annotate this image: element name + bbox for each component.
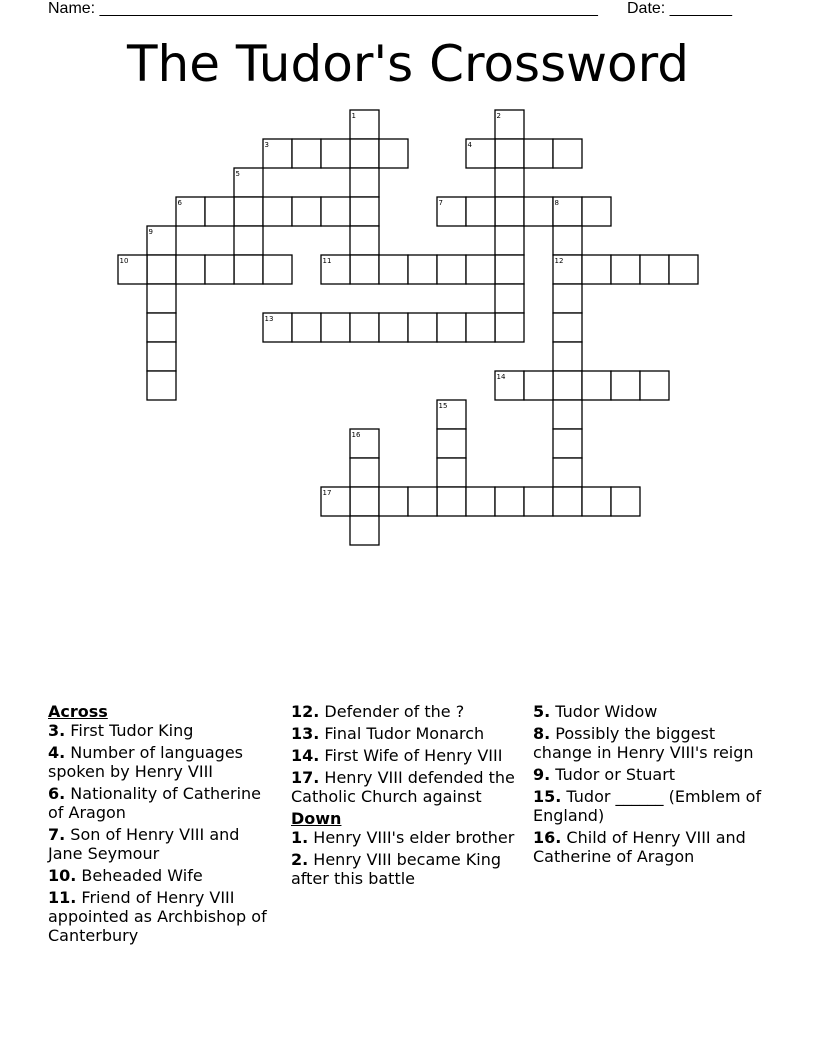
clue-text: Final Tudor Monarch [319,724,485,743]
grid-cell[interactable] [437,313,466,342]
grid-cell[interactable] [408,313,437,342]
clue-number: 16. [533,828,562,847]
grid-cell[interactable] [466,197,495,226]
grid-cell[interactable] [234,255,263,284]
clue-across-12 [291,702,521,721]
cell-number: 4 [467,141,472,149]
clue-text: First Wife of Henry VIII [319,746,503,765]
cell-number: 1 [351,112,356,120]
clue-text: Beheaded Wife [76,866,203,885]
grid-cell[interactable] [350,458,379,487]
cell-number: 13 [264,315,274,323]
clue-number: 13. [291,724,320,743]
cell-number: 15 [438,402,448,410]
clue-text: Child of Henry VIII and Catherine of Aragon [533,828,746,866]
clue-number: 4. [48,743,66,762]
grid-cell[interactable] [553,284,582,313]
grid-cell[interactable] [176,255,205,284]
grid-cell[interactable] [553,458,582,487]
grid-cell[interactable] [495,168,524,197]
clues-column-2 [291,702,521,891]
grid-cell[interactable] [466,487,495,516]
grid-cell[interactable] [640,371,669,400]
cell-number: 11 [322,257,332,265]
grid-cell[interactable] [147,284,176,313]
grid-cell[interactable] [147,371,176,400]
grid-cell[interactable] [553,313,582,342]
clue-text: Defender of the ? [319,702,465,721]
clue-number: 8. [533,724,551,743]
clue-text: Henry VIII defended the Catholic Church against [291,768,515,806]
clue-across-3 [48,721,278,740]
clue-across-17 [291,768,521,806]
clue-down-8 [533,724,773,762]
grid-cell[interactable] [147,255,176,284]
grid-cell[interactable] [611,371,640,400]
clue-number: 11. [48,888,77,907]
grid-cell[interactable] [437,255,466,284]
clue-down-15 [533,787,773,825]
grid-cell[interactable] [495,255,524,284]
grid-cell[interactable] [350,313,379,342]
grid-cell[interactable] [611,255,640,284]
grid-cell[interactable] [350,226,379,255]
grid-cell[interactable] [408,487,437,516]
grid-cell[interactable] [205,197,234,226]
clue-text: Number of languages spoken by Henry VIII [48,743,243,781]
grid-cell[interactable] [379,139,408,168]
clue-down-5 [533,702,773,721]
clue-text: Tudor or Stuart [550,765,676,784]
grid-cell[interactable] [582,371,611,400]
date-field-label: Date: _______ [627,0,732,17]
grid-cell[interactable] [234,226,263,255]
clue-down-2 [291,850,521,888]
grid-cell[interactable] [524,139,553,168]
cell-number: 16 [351,431,361,439]
grid-cell[interactable] [524,487,553,516]
clue-number: 5. [533,702,551,721]
grid-cell[interactable] [350,197,379,226]
clue-text: Tudor ______ (Emblem of England) [533,787,762,825]
grid-cell[interactable] [263,255,292,284]
grid-cell[interactable] [350,255,379,284]
cell-number: 12 [554,257,564,265]
grid-cell[interactable] [437,429,466,458]
clue-down-16 [533,828,773,866]
cell-number: 17 [322,489,332,497]
grid-cell[interactable] [466,255,495,284]
clue-number: 6. [48,784,66,803]
clue-text: Nationality of Catherine of Aragon [48,784,261,822]
grid-cell[interactable] [321,197,350,226]
grid-cell[interactable] [524,197,553,226]
cell-number: 6 [177,199,182,207]
clue-across-10 [48,866,278,885]
grid-cell[interactable] [292,197,321,226]
grid-cell[interactable] [437,487,466,516]
grid-cell[interactable] [553,342,582,371]
cell-number: 5 [235,170,240,178]
grid-cell[interactable] [553,226,582,255]
across-heading: Across [48,702,108,721]
cell-number: 10 [119,257,129,265]
clue-text: Tudor Widow [550,702,658,721]
grid-cell[interactable] [669,255,698,284]
grid-cell[interactable] [263,197,292,226]
clue-number: 17. [291,768,320,787]
cell-number: 14 [496,373,506,381]
grid-cell[interactable] [553,400,582,429]
grid-cell[interactable] [495,487,524,516]
grid-cell[interactable] [292,313,321,342]
grid-cell[interactable] [553,429,582,458]
clue-number: 15. [533,787,562,806]
page-title: The Tudor's Crossword [126,35,690,93]
grid-cell[interactable] [147,342,176,371]
cell-number: 8 [554,199,559,207]
grid-cell[interactable] [553,487,582,516]
grid-cell[interactable] [205,255,234,284]
grid-cell[interactable] [495,226,524,255]
clue-number: 2. [291,850,309,869]
grid-cell[interactable] [379,313,408,342]
grid-cell[interactable] [582,255,611,284]
grid-cell[interactable] [350,487,379,516]
grid-cell[interactable] [350,139,379,168]
cell-number: 3 [264,141,269,149]
clue-number: 12. [291,702,320,721]
grid-cell[interactable] [437,458,466,487]
clue-text: Henry VIII's elder brother [308,828,515,847]
clue-across-13 [291,724,521,743]
grid-cell[interactable] [234,197,263,226]
grid-cell[interactable] [524,371,553,400]
clue-text: Friend of Henry VIII appointed as Archbishop of Canterbury [48,888,267,945]
grid-cell[interactable] [350,168,379,197]
grid-cell[interactable] [350,516,379,545]
grid-cell[interactable] [495,197,524,226]
grid-cell[interactable] [495,313,524,342]
grid-cell[interactable] [611,487,640,516]
clue-across-6 [48,784,278,822]
clue-down-9 [533,765,773,784]
clue-number: 7. [48,825,66,844]
clue-number: 9. [533,765,551,784]
cell-number: 2 [496,112,501,120]
clue-across-4 [48,743,278,781]
clue-number: 3. [48,721,66,740]
clue-number: 1. [291,828,309,847]
cell-number: 7 [438,199,443,207]
clues-column-3 [533,702,773,869]
clue-text: Henry VIII became King after this battle [291,850,501,888]
grid-cell[interactable] [495,139,524,168]
clue-text: Son of Henry VIII and Jane Seymour [48,825,240,863]
grid-cell[interactable] [495,284,524,313]
clue-text: First Tudor King [65,721,194,740]
grid-cell[interactable] [640,255,669,284]
clue-text: Possibly the biggest change in Henry VIII's reign [533,724,754,762]
grid-cell[interactable] [553,371,582,400]
clue-across-11 [48,888,278,945]
name-field-label: Name: ________________________________________________________ [48,0,598,17]
grid-cell[interactable] [321,139,350,168]
grid-cell[interactable] [321,313,350,342]
grid-cell[interactable] [379,487,408,516]
clue-across-7 [48,825,278,863]
grid-cell[interactable] [466,313,495,342]
clues-column-1 [48,702,278,948]
clue-across-14 [291,746,521,765]
grid-cell[interactable] [582,197,611,226]
grid-cell[interactable] [147,313,176,342]
clue-number: 14. [291,746,320,765]
grid-cell[interactable] [408,255,437,284]
grid-cell[interactable] [553,139,582,168]
clue-number: 10. [48,866,77,885]
down-heading: Down [291,809,342,828]
grid-cell[interactable] [379,255,408,284]
grid-cell[interactable] [292,139,321,168]
clue-down-1 [291,828,521,847]
grid-cell[interactable] [582,487,611,516]
cell-number: 9 [148,228,153,236]
